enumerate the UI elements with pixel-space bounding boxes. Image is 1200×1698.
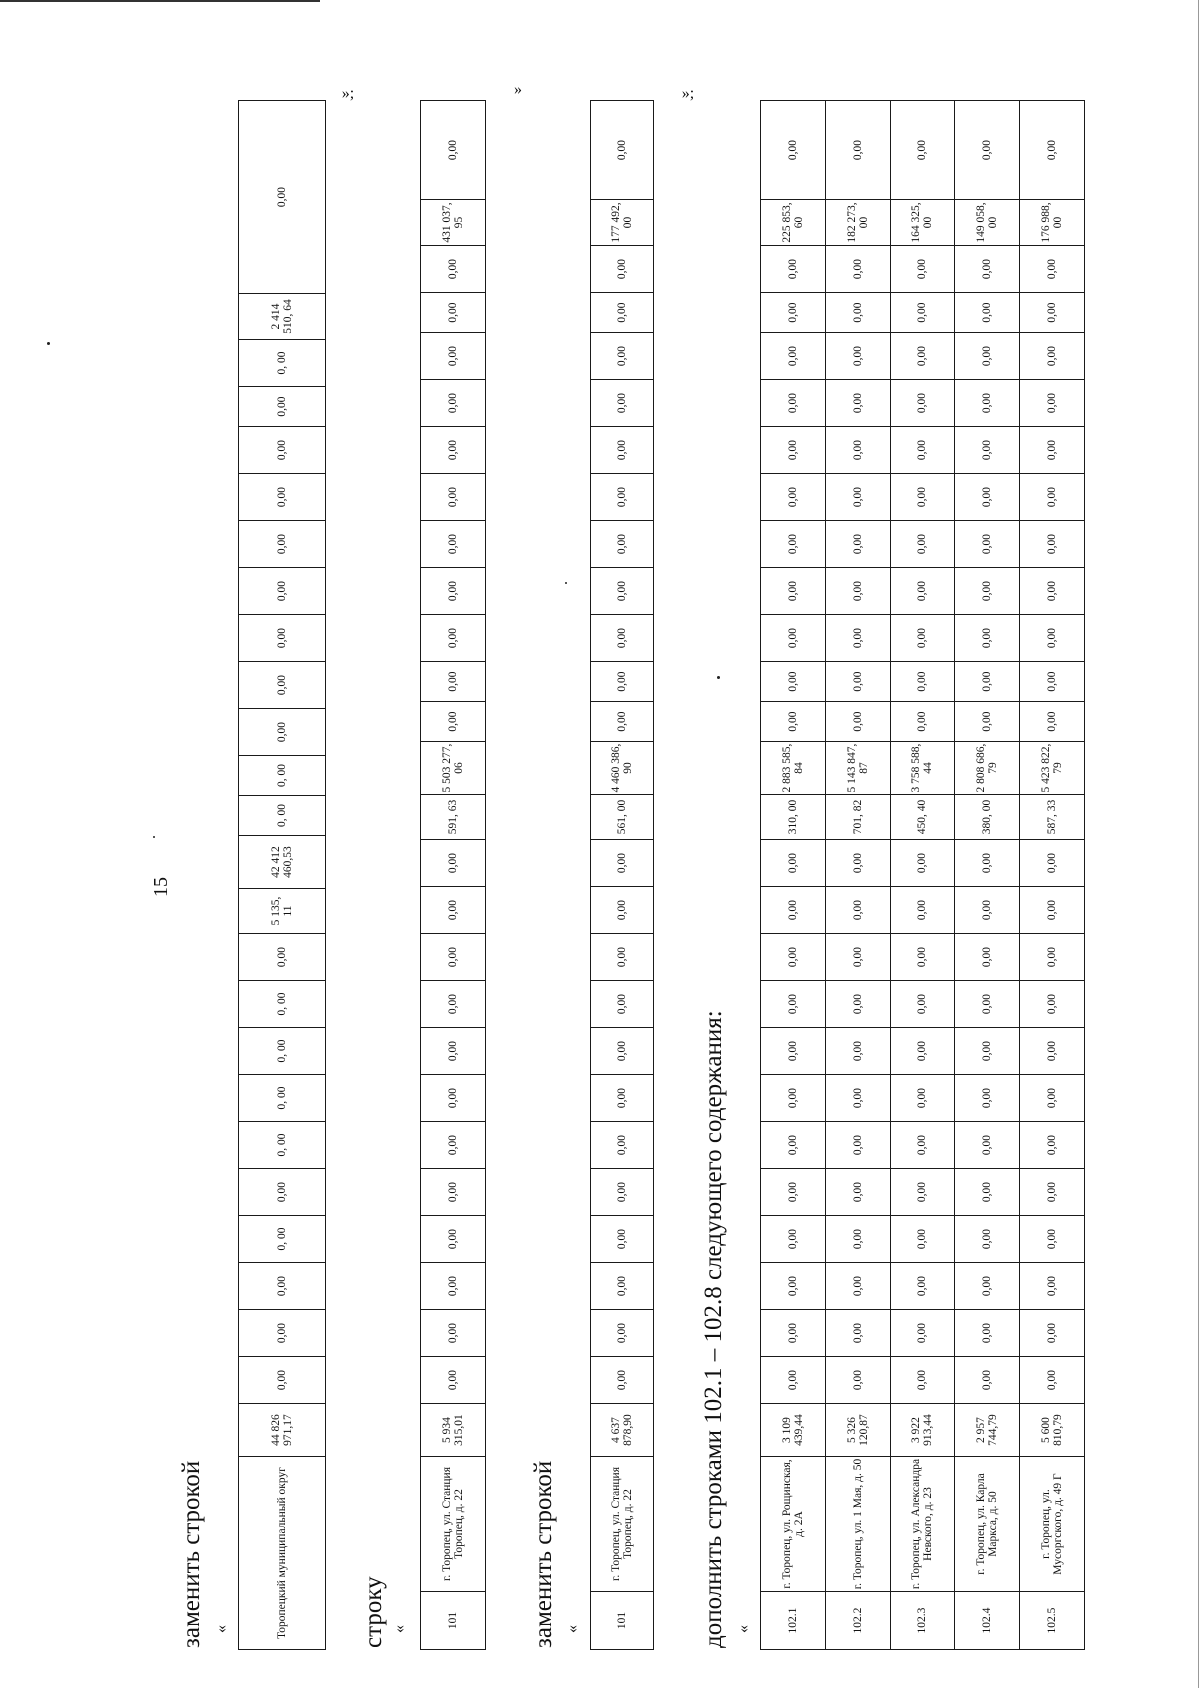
table-cell: 0,00 bbox=[591, 1216, 654, 1263]
table-cell: 164 325, 00 bbox=[890, 200, 955, 246]
table-cell: 310, 00 bbox=[761, 795, 826, 840]
table-cell: 0,00 bbox=[761, 981, 826, 1028]
table-cell: 0,00 bbox=[890, 1310, 955, 1357]
table-cell: 591, 63 bbox=[421, 795, 486, 840]
table-cell: 0,00 bbox=[421, 840, 486, 887]
table-row bbox=[421, 101, 486, 1650]
table-cell: 0,00 bbox=[890, 887, 955, 934]
table-cell: 102.3 bbox=[890, 1592, 955, 1650]
table-cell: 0,00 bbox=[421, 1075, 486, 1122]
table-okrug bbox=[238, 100, 326, 1650]
table-cell: 0,00 bbox=[591, 840, 654, 887]
scan-edge-line bbox=[0, 0, 320, 2]
table-cell: 0,00 bbox=[239, 101, 326, 294]
table-cell: 0,00 bbox=[761, 427, 826, 474]
table-cell: 0,00 bbox=[890, 293, 955, 333]
table-cell: 0,00 bbox=[591, 1357, 654, 1404]
table-cell: 0,00 bbox=[761, 293, 826, 333]
table-cell: 0,00 bbox=[239, 387, 326, 427]
table-cell: 0,00 bbox=[421, 427, 486, 474]
table-cell: 0,00 bbox=[955, 981, 1020, 1028]
table-row bbox=[955, 101, 1020, 1650]
scan-speck bbox=[717, 676, 720, 679]
table-cell: 0,00 bbox=[1020, 521, 1085, 568]
page-number: 15 bbox=[150, 877, 172, 897]
table-cell: 0,00 bbox=[239, 568, 326, 615]
table-cell: 5 326 120,87 bbox=[825, 1404, 890, 1457]
table-cell: 0,00 bbox=[421, 568, 486, 615]
table-cell: 0,00 bbox=[1020, 474, 1085, 521]
table-cell: 0,00 bbox=[761, 474, 826, 521]
open-quote: « bbox=[564, 1625, 581, 1633]
table-cell: 0,00 bbox=[421, 662, 486, 702]
table-cell: 0,00 bbox=[890, 1216, 955, 1263]
table-cell: 587, 33 bbox=[1020, 795, 1085, 840]
table-cell: 0,00 bbox=[1020, 840, 1085, 887]
table-cell: 0,00 bbox=[825, 981, 890, 1028]
table-cell: 0,00 bbox=[825, 101, 890, 200]
table-row bbox=[591, 101, 654, 1650]
table-cell: 0,00 bbox=[591, 333, 654, 380]
table-cell: 0,00 bbox=[421, 981, 486, 1028]
table-cell: 0,00 bbox=[1020, 1122, 1085, 1169]
table-cell: 431 037, 95 bbox=[421, 200, 486, 246]
table-cell: 0,00 bbox=[890, 568, 955, 615]
table-cell: 0,00 bbox=[591, 474, 654, 521]
table-cell: Торопецкий муниципальный округ bbox=[239, 1457, 326, 1650]
table-cell: 0,00 bbox=[955, 615, 1020, 662]
table-cell: 0,00 bbox=[890, 1357, 955, 1404]
table-cell: 0,00 bbox=[421, 474, 486, 521]
table-cell: 0,00 bbox=[761, 333, 826, 380]
table-cell: 0,00 bbox=[761, 1310, 826, 1357]
table-cell: 0,00 bbox=[1020, 981, 1085, 1028]
table-cell: 0,00 bbox=[890, 246, 955, 293]
table-cell: 0,00 bbox=[825, 702, 890, 742]
table-cell: 0,00 bbox=[825, 1263, 890, 1310]
table-cell: 0,00 bbox=[761, 101, 826, 200]
table-cell: 0,00 bbox=[591, 887, 654, 934]
table-cell: 0,00 bbox=[955, 568, 1020, 615]
table-cell: 0, 00 bbox=[239, 1075, 326, 1122]
table-row-101-old bbox=[420, 100, 486, 1650]
table-cell: 0,00 bbox=[955, 1357, 1020, 1404]
table-cell: 0,00 bbox=[239, 474, 326, 521]
table-cell: 380, 00 bbox=[955, 795, 1020, 840]
table-cell: 0,00 bbox=[825, 521, 890, 568]
scan-speck bbox=[565, 582, 567, 584]
table-cell: 0,00 bbox=[955, 521, 1020, 568]
table-cell: 0,00 bbox=[890, 521, 955, 568]
table-cell: 0,00 bbox=[239, 1357, 326, 1404]
table-cell: 0,00 bbox=[890, 474, 955, 521]
table-cell: 225 853, 60 bbox=[761, 200, 826, 246]
table-cell: 0,00 bbox=[1020, 615, 1085, 662]
scan-speck bbox=[153, 836, 155, 838]
table-cell: 0, 00 bbox=[239, 1122, 326, 1169]
table-cell: 0,00 bbox=[955, 1310, 1020, 1357]
table-cell: г. Торопец, ул. 1 Мая, д. 50 bbox=[825, 1457, 890, 1592]
table-cell: 0,00 bbox=[761, 840, 826, 887]
table-cell: 0,00 bbox=[421, 1028, 486, 1075]
scan-speck bbox=[47, 342, 50, 345]
table-cell: 0,00 bbox=[239, 1169, 326, 1216]
instruction-line: строку bbox=[360, 1576, 387, 1648]
table-cell: 0,00 bbox=[761, 380, 826, 427]
table-cell: 0,00 bbox=[239, 521, 326, 568]
table-cell: 0,00 bbox=[955, 702, 1020, 742]
table-row bbox=[239, 101, 326, 1650]
table-row bbox=[825, 101, 890, 1650]
scan-edge-line bbox=[1198, 0, 1199, 1688]
table-cell: 0,00 bbox=[955, 427, 1020, 474]
table-cell: 0,00 bbox=[955, 1075, 1020, 1122]
table-cell: г. Торопец, ул. Рощинская, д. 2А bbox=[761, 1457, 826, 1592]
table-cell: 0,00 bbox=[890, 702, 955, 742]
table-cell: 0,00 bbox=[825, 1357, 890, 1404]
table-cell: 0,00 bbox=[761, 1028, 826, 1075]
table-cell: 0,00 bbox=[955, 246, 1020, 293]
table-cell: г. Торопец, ул. Карла Маркса, д. 50 bbox=[955, 1457, 1020, 1592]
table-cell: 0,00 bbox=[1020, 293, 1085, 333]
table-cell: 0,00 bbox=[955, 662, 1020, 702]
table-cell: 0,00 bbox=[955, 1028, 1020, 1075]
table-cell: 0,00 bbox=[955, 1263, 1020, 1310]
table-cell: 5 143 847, 87 bbox=[825, 742, 890, 795]
table-cell: 0,00 bbox=[825, 615, 890, 662]
table-cell: 0,00 bbox=[825, 662, 890, 702]
table-cell: 0,00 bbox=[591, 246, 654, 293]
table-cell: 5 600 810,79 bbox=[1020, 1404, 1085, 1457]
table-cell: 182 273, 00 bbox=[825, 200, 890, 246]
table-cell: 0,00 bbox=[761, 1263, 826, 1310]
table-cell: 4 637 878,90 bbox=[591, 1404, 654, 1457]
table-cell: 3 758 588, 44 bbox=[890, 742, 955, 795]
table-cell: 0,00 bbox=[591, 568, 654, 615]
table-cell: г. Торопец, ул. Станция Торопец, д. 22 bbox=[591, 1457, 654, 1592]
end-mark: » bbox=[514, 81, 522, 98]
table-cell: 0,00 bbox=[955, 1122, 1020, 1169]
table-cell: 0,00 bbox=[1020, 887, 1085, 934]
table-cell: 0,00 bbox=[421, 615, 486, 662]
table-cell: 0,00 bbox=[955, 934, 1020, 981]
table-cell: 0,00 bbox=[421, 1169, 486, 1216]
table-cell: 0,00 bbox=[955, 840, 1020, 887]
table-cell: 0,00 bbox=[825, 333, 890, 380]
table-cell: 0, 00 bbox=[239, 981, 326, 1028]
table-cell: 0,00 bbox=[761, 1357, 826, 1404]
table-cell: 0,00 bbox=[239, 1263, 326, 1310]
end-mark: »; bbox=[681, 84, 695, 102]
table-cell: 0,00 bbox=[239, 427, 326, 474]
table-cell: 0,00 bbox=[1020, 1169, 1085, 1216]
table-cell: 0,00 bbox=[421, 101, 486, 200]
table-cell: 0,00 bbox=[761, 246, 826, 293]
table-row bbox=[890, 101, 955, 1650]
table-cell: 0,00 bbox=[955, 1169, 1020, 1216]
table-cell: 0,00 bbox=[421, 1122, 486, 1169]
table-cell: 0,00 bbox=[955, 887, 1020, 934]
table-cell: 0,00 bbox=[761, 521, 826, 568]
table-cell: 0,00 bbox=[1020, 1357, 1085, 1404]
table-cell: 0,00 bbox=[591, 702, 654, 742]
table-cell: 2 808 686, 79 bbox=[955, 742, 1020, 795]
table-cell: 0,00 bbox=[239, 1310, 326, 1357]
table-cell: 0,00 bbox=[1020, 568, 1085, 615]
table-cell: 0,00 bbox=[421, 887, 486, 934]
table-cell: 0,00 bbox=[761, 1216, 826, 1263]
table-cell: 101 bbox=[421, 1592, 486, 1650]
table-cell: 0,00 bbox=[1020, 662, 1085, 702]
table-cell: 0,00 bbox=[1020, 1075, 1085, 1122]
table-cell: 0,00 bbox=[761, 934, 826, 981]
table-cell: 0,00 bbox=[421, 293, 486, 333]
table-cell: 0,00 bbox=[825, 568, 890, 615]
table-cell: 0,00 bbox=[1020, 702, 1085, 742]
table-cell: 0,00 bbox=[591, 427, 654, 474]
table-cell: 0,00 bbox=[825, 246, 890, 293]
table-cell: 0,00 bbox=[761, 887, 826, 934]
table-cell: 0,00 bbox=[825, 1310, 890, 1357]
table-cell: 0,00 bbox=[591, 101, 654, 200]
table-cell: 0,00 bbox=[591, 1075, 654, 1122]
table-cell: 0,00 bbox=[591, 380, 654, 427]
table-cell: 2 883 585, 84 bbox=[761, 742, 826, 795]
table-cell: 0,00 bbox=[421, 1310, 486, 1357]
table-cell: 0,00 bbox=[1020, 333, 1085, 380]
table-cell: 0,00 bbox=[890, 380, 955, 427]
table-cell: 0,00 bbox=[1020, 1028, 1085, 1075]
table-rows-102 bbox=[760, 100, 1085, 1650]
table-cell: 701, 82 bbox=[825, 795, 890, 840]
table-cell: 0, 00 bbox=[239, 340, 326, 387]
table-cell: 102.4 bbox=[955, 1592, 1020, 1650]
table-cell: 101 bbox=[591, 1592, 654, 1650]
table-cell: 0,00 bbox=[421, 934, 486, 981]
table-cell: 0,00 bbox=[825, 1075, 890, 1122]
table-cell: 102.1 bbox=[761, 1592, 826, 1650]
table-cell: 0,00 bbox=[890, 101, 955, 200]
table-cell: 2 957 744,79 bbox=[955, 1404, 1020, 1457]
end-mark: »; bbox=[341, 84, 355, 102]
table-cell: 0,00 bbox=[761, 1075, 826, 1122]
table-cell: 0,00 bbox=[1020, 1310, 1085, 1357]
table-cell: 0,00 bbox=[890, 1169, 955, 1216]
table-cell: 0,00 bbox=[421, 1263, 486, 1310]
open-quote: « bbox=[735, 1625, 752, 1633]
table-cell: 0,00 bbox=[825, 887, 890, 934]
table-cell: 0,00 bbox=[421, 521, 486, 568]
table-cell: 0,00 bbox=[421, 246, 486, 293]
table-cell: 0,00 bbox=[890, 615, 955, 662]
table-cell: 0,00 bbox=[1020, 246, 1085, 293]
table-cell: 0,00 bbox=[825, 1028, 890, 1075]
table-cell: г. Торопец, ул. Станция Торопец, д. 22 bbox=[421, 1457, 486, 1592]
table-cell: 0,00 bbox=[591, 1263, 654, 1310]
table-cell: 0,00 bbox=[825, 1216, 890, 1263]
table-cell: 0,00 bbox=[890, 1075, 955, 1122]
table-cell: 0,00 bbox=[825, 427, 890, 474]
table-cell: 4 460 386, 90 bbox=[591, 742, 654, 795]
instruction-replace-1: заменить строкой bbox=[178, 1460, 205, 1648]
table-cell: 3 109 439,44 bbox=[761, 1404, 826, 1457]
table-cell: 0,00 bbox=[591, 662, 654, 702]
table-cell: 0,00 bbox=[955, 474, 1020, 521]
table-cell: 0,00 bbox=[825, 1122, 890, 1169]
table-cell: 0,00 bbox=[825, 840, 890, 887]
table-cell: 0,00 bbox=[591, 1028, 654, 1075]
table-cell: 0, 00 bbox=[239, 796, 326, 836]
table-cell: 0, 00 bbox=[239, 756, 326, 796]
table-cell: 0,00 bbox=[1020, 934, 1085, 981]
table-cell: 0,00 bbox=[890, 662, 955, 702]
table-cell: 0,00 bbox=[421, 333, 486, 380]
table-cell: 0,00 bbox=[761, 1122, 826, 1169]
table-cell: 0,00 bbox=[955, 293, 1020, 333]
table-cell: 0,00 bbox=[761, 615, 826, 662]
table-cell: 0,00 bbox=[239, 934, 326, 981]
table-cell: 0, 00 bbox=[239, 1028, 326, 1075]
table-cell: 0,00 bbox=[591, 293, 654, 333]
table-cell: 0,00 bbox=[239, 709, 326, 756]
table-cell: 450, 40 bbox=[890, 795, 955, 840]
table-cell: 0,00 bbox=[591, 521, 654, 568]
table-cell: г. Торопец, ул. Мусоргского, д. 49 Г bbox=[1020, 1457, 1085, 1592]
table-cell: 0,00 bbox=[825, 934, 890, 981]
table-cell: 5 135, 11 bbox=[239, 889, 326, 934]
table-cell: 5 934 315,01 bbox=[421, 1404, 486, 1457]
table-row bbox=[1020, 101, 1085, 1650]
table-cell: 0,00 bbox=[1020, 380, 1085, 427]
table-cell: 5 423 822, 79 bbox=[1020, 742, 1085, 795]
table-cell: 0,00 bbox=[421, 702, 486, 742]
table-cell: 5 503 277, 06 bbox=[421, 742, 486, 795]
table-cell: 102.2 bbox=[825, 1592, 890, 1650]
table-cell: 2 414 510, 64 bbox=[239, 294, 326, 340]
table-cell: 0,00 bbox=[955, 1216, 1020, 1263]
table-cell: 0,00 bbox=[890, 1263, 955, 1310]
table-cell: 0,00 bbox=[1020, 427, 1085, 474]
table-cell: г. Торопец, ул. Александра Невского, д. 23 bbox=[890, 1457, 955, 1592]
table-cell: 0,00 bbox=[890, 333, 955, 380]
table-cell: 0,00 bbox=[591, 1169, 654, 1216]
table-cell: 0,00 bbox=[955, 101, 1020, 200]
table-cell: 3 922 913,44 bbox=[890, 1404, 955, 1457]
table-cell: 0,00 bbox=[591, 981, 654, 1028]
table-cell: 0,00 bbox=[955, 333, 1020, 380]
table-cell: 0,00 bbox=[761, 662, 826, 702]
table-cell: 176 988, 00 bbox=[1020, 200, 1085, 246]
table-cell: 0,00 bbox=[421, 1216, 486, 1263]
table-cell: 0,00 bbox=[890, 840, 955, 887]
table-cell: 0,00 bbox=[890, 934, 955, 981]
instruction-replace-2: заменить строкой bbox=[530, 1460, 557, 1648]
table-cell: 0, 00 bbox=[239, 1216, 326, 1263]
table-cell: 0,00 bbox=[761, 1169, 826, 1216]
table-cell: 0,00 bbox=[1020, 101, 1085, 200]
table-cell: 0,00 bbox=[825, 474, 890, 521]
instruction-add-rows: дополнить строками 102.1 – 102.8 следующего содержания: bbox=[700, 1010, 727, 1648]
table-cell: 0,00 bbox=[890, 427, 955, 474]
table-cell: 0,00 bbox=[591, 1122, 654, 1169]
table-cell: 0,00 bbox=[890, 1122, 955, 1169]
table-cell: 44 826 971,17 bbox=[239, 1404, 326, 1457]
table-cell: 0,00 bbox=[825, 293, 890, 333]
table-row-101-new bbox=[590, 100, 654, 1650]
table-cell: 42 412 460,53 bbox=[239, 836, 326, 889]
table-cell: 561, 00 bbox=[591, 795, 654, 840]
table-cell: 0,00 bbox=[890, 981, 955, 1028]
table-row bbox=[761, 101, 826, 1650]
table-cell: 0,00 bbox=[890, 1028, 955, 1075]
open-quote: « bbox=[213, 1625, 230, 1633]
table-cell: 0,00 bbox=[239, 615, 326, 662]
open-quote: « bbox=[391, 1625, 408, 1633]
table-cell: 0,00 bbox=[955, 380, 1020, 427]
table-cell: 149 058, 00 bbox=[955, 200, 1020, 246]
table-cell: 177 492, 00 bbox=[591, 200, 654, 246]
table-cell: 102.5 bbox=[1020, 1592, 1085, 1650]
table-cell: 0,00 bbox=[591, 1310, 654, 1357]
table-cell: 0,00 bbox=[239, 662, 326, 709]
table-cell: 0,00 bbox=[421, 380, 486, 427]
table-cell: 0,00 bbox=[591, 934, 654, 981]
table-cell: 0,00 bbox=[825, 380, 890, 427]
table-cell: 0,00 bbox=[591, 615, 654, 662]
table-cell: 0,00 bbox=[825, 1169, 890, 1216]
table-cell: 0,00 bbox=[761, 702, 826, 742]
table-cell: 0,00 bbox=[761, 568, 826, 615]
table-cell: 0,00 bbox=[1020, 1263, 1085, 1310]
table-cell: 0,00 bbox=[1020, 1216, 1085, 1263]
table-cell: 0,00 bbox=[421, 1357, 486, 1404]
